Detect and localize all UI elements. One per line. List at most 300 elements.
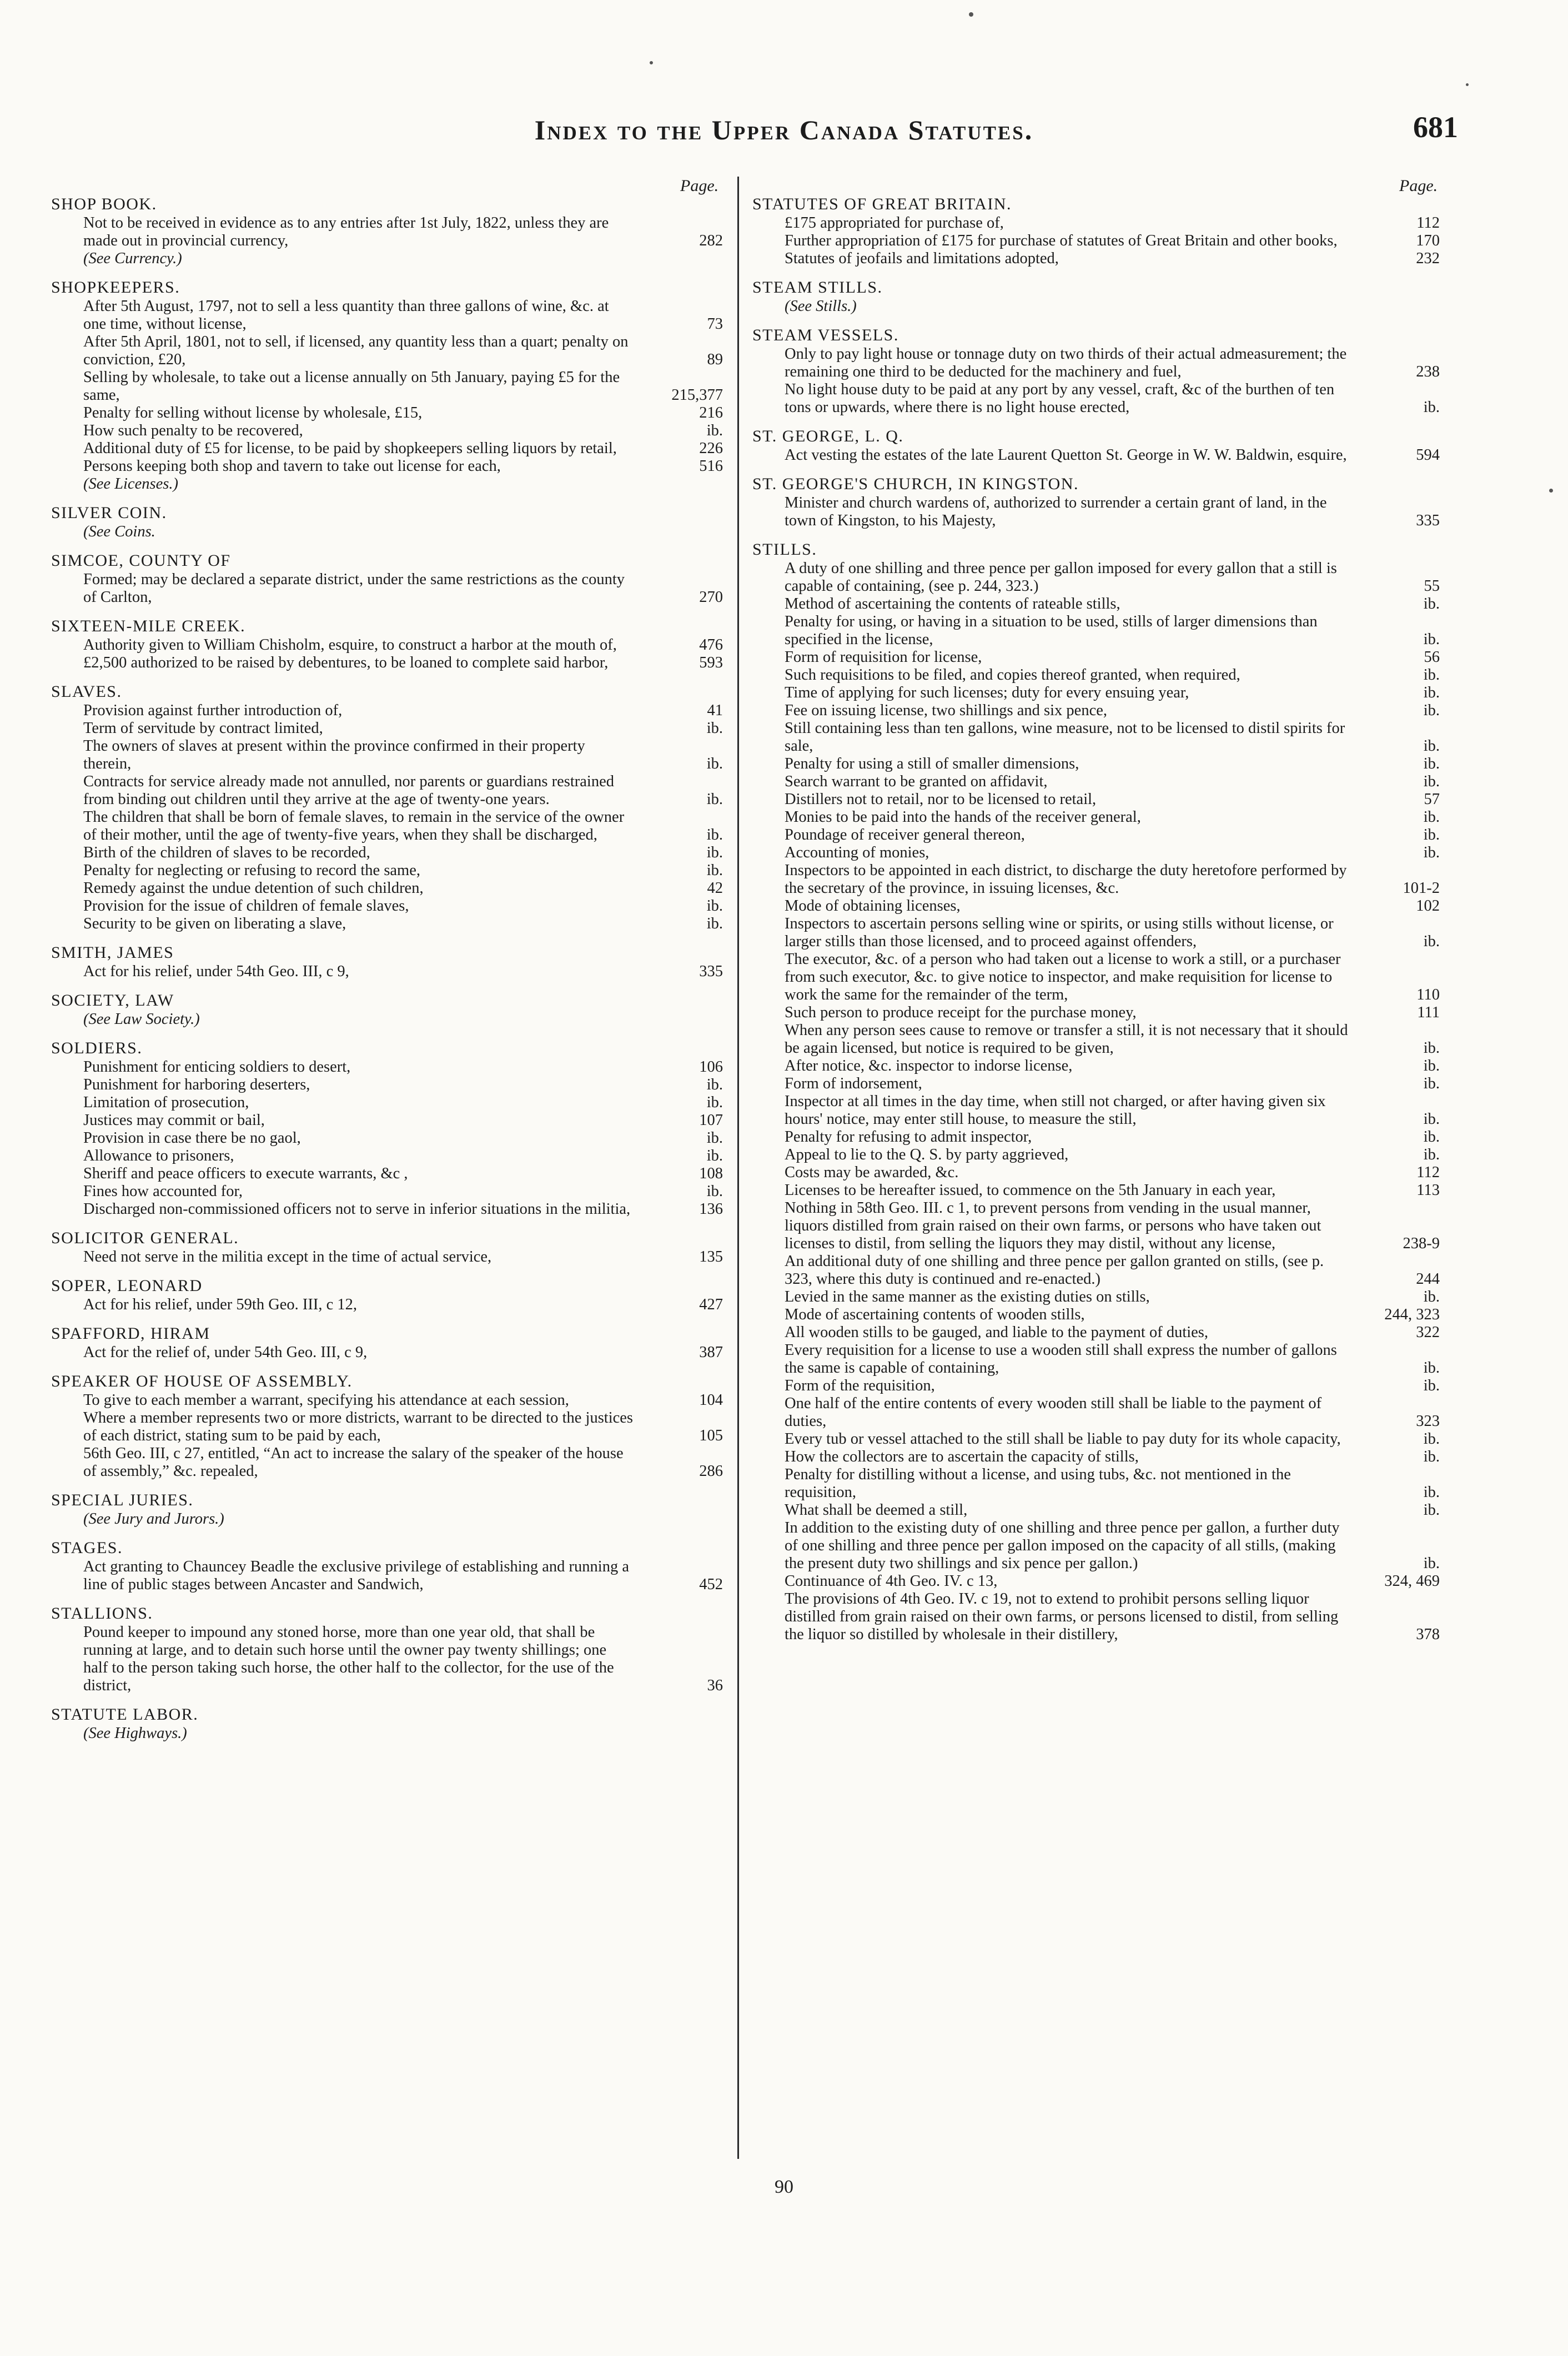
entry-line xyxy=(752,1075,1440,1093)
entry-page-ref: 55 xyxy=(1424,577,1440,595)
entry-line xyxy=(752,381,1440,416)
entry-page-ref: ib. xyxy=(1423,702,1440,719)
entry-page-ref: 57 xyxy=(1424,791,1440,808)
entry-page-ref: ib. xyxy=(1423,684,1440,701)
index-entry xyxy=(752,194,1440,268)
entry-line xyxy=(51,214,723,250)
entry-line xyxy=(51,404,723,422)
entry-heading: SOLICITOR GENERAL. xyxy=(51,1229,239,1247)
entry-heading: SOPER, LEONARD xyxy=(51,1277,203,1295)
entry-line xyxy=(752,214,1440,232)
entry-line xyxy=(752,595,1440,613)
entry-line xyxy=(752,915,1440,951)
entry-page-ref: 102 xyxy=(1416,897,1440,915)
entry-text: Search warrant to be granted on affidavit, xyxy=(785,773,1048,790)
see-reference: (See Jury and Jurors.) xyxy=(83,1510,224,1528)
entry-text: Authority given to William Chisholm, esquire, to construct a harbor at the mouth of, xyxy=(83,636,617,654)
entry-text: Term of servitude by contract limited, xyxy=(83,720,323,737)
entry-text: Still containing less than ten gallons, wine measure, not to be licensed to distil spirits for sale, xyxy=(785,720,1345,755)
entry-page-ref: ib. xyxy=(1423,933,1440,950)
entry-text: Limitation of prosecution, xyxy=(83,1094,249,1111)
entry-text: Inspector at all times in the day time, when still not charged, or after having given six hours' notice, may enter still house, to measure the still, xyxy=(785,1093,1326,1128)
entry-line xyxy=(51,862,723,880)
entry-line xyxy=(752,1004,1440,1022)
entry-page-ref: ib. xyxy=(706,826,723,843)
entry-line xyxy=(752,1448,1440,1466)
entry-line xyxy=(752,1324,1440,1342)
index-entry xyxy=(752,540,1440,1644)
index-entry xyxy=(51,616,723,672)
right-index-column xyxy=(752,194,1440,1654)
entry-line xyxy=(51,702,723,720)
entry-page-ref: 105 xyxy=(699,1427,723,1444)
entry-line xyxy=(752,844,1440,862)
entry-heading: STILLS. xyxy=(752,540,817,559)
entry-line xyxy=(51,1200,723,1218)
see-reference: (See Law Society.) xyxy=(83,1011,200,1028)
entry-line xyxy=(752,1466,1440,1501)
entry-text: The provisions of 4th Geo. IV. c 19, not to extend to prohibit persons selling liquor distilled from grain raised on their own farms, or persons licensed to distil, from selling the liquor so distilled by wholesale in their distillery, xyxy=(785,1590,1339,1643)
entry-text: Selling by wholesale, to take out a license annually on 5th January, paying £5 for the same, xyxy=(83,369,620,404)
entry-heading: SIMCOE, COUNTY OF xyxy=(51,551,231,570)
entry-line xyxy=(51,1558,723,1594)
entry-page-ref: 427 xyxy=(699,1296,723,1313)
entry-line xyxy=(51,1392,723,1409)
entry-page-ref: 136 xyxy=(699,1200,723,1218)
entry-line xyxy=(752,1128,1440,1146)
index-entry xyxy=(51,991,723,1028)
entry-line xyxy=(51,808,723,844)
entry-page-ref: ib. xyxy=(1423,631,1440,648)
entry-text: Poundage of receiver general thereon, xyxy=(785,826,1025,843)
entry-page-ref: 324, 469 xyxy=(1384,1573,1440,1590)
entry-line xyxy=(752,1590,1440,1644)
entry-text: Discharged non-commissioned officers not to serve in inferior situations in the militia, xyxy=(83,1200,631,1218)
entry-page-ref: 244, 323 xyxy=(1384,1306,1440,1323)
entry-page-ref: 112 xyxy=(1416,1164,1440,1181)
entry-text: £175 appropriated for purchase of, xyxy=(785,214,1004,232)
entry-page-ref: ib. xyxy=(706,915,723,932)
index-entry xyxy=(51,194,723,268)
index-entry xyxy=(752,474,1440,530)
entry-line xyxy=(752,345,1440,381)
entry-text: After 5th April, 1801, not to sell, if licensed, any quantity less than a quart; penalty on conviction, £20, xyxy=(83,333,629,368)
entry-text: How such penalty to be recovered, xyxy=(83,422,303,439)
entry-line xyxy=(752,1164,1440,1182)
entry-line xyxy=(51,1165,723,1183)
entry-page-ref: ib. xyxy=(706,1094,723,1111)
entry-line xyxy=(51,1183,723,1200)
entry-page-ref: ib. xyxy=(706,422,723,439)
page-column-label-right: Page. xyxy=(1399,177,1438,195)
entry-text: Allowance to prisoners, xyxy=(83,1147,234,1164)
entry-page-ref: ib. xyxy=(1423,808,1440,826)
entry-text: Act vesting the estates of the late Laurent Quetton St. George in W. W. Baldwin, esquire, xyxy=(785,446,1347,464)
entry-line xyxy=(51,880,723,897)
entry-text: Time of applying for such licenses; duty for every ensuing year, xyxy=(785,684,1189,701)
entry-line xyxy=(752,862,1440,897)
entry-heading: SPAFFORD, HIRAM xyxy=(51,1324,210,1343)
entry-page-ref: 452 xyxy=(699,1576,723,1593)
entry-line xyxy=(51,915,723,933)
entry-heading: SMITH, JAMES xyxy=(51,943,174,962)
scan-speck xyxy=(650,61,653,64)
entry-line xyxy=(752,1146,1440,1164)
entry-line xyxy=(51,422,723,440)
entry-page-ref: ib. xyxy=(706,1076,723,1093)
entry-line xyxy=(51,1094,723,1112)
entry-page-ref: ib. xyxy=(1423,773,1440,790)
index-entry xyxy=(51,1705,723,1742)
entry-line xyxy=(752,232,1440,250)
entry-line xyxy=(752,446,1440,464)
entry-text: Such requisitions to be filed, and copies thereof granted, when required, xyxy=(785,666,1240,684)
entry-text: To give to each member a warrant, specifying his attendance at each session, xyxy=(83,1392,569,1409)
entry-text: After 5th August, 1797, not to sell a less quantity than three gallons of wine, &c. at one time, without license, xyxy=(83,298,609,333)
entry-page-ref: ib. xyxy=(706,755,723,772)
entry-line xyxy=(51,369,723,404)
entry-page-ref: 104 xyxy=(699,1392,723,1409)
entry-page-ref: 215,377 xyxy=(671,386,723,404)
entry-page-ref: ib. xyxy=(1423,1057,1440,1074)
entry-text: Provision for the issue of children of female slaves, xyxy=(83,897,409,915)
index-entry xyxy=(51,1604,723,1695)
entry-heading: SLAVES. xyxy=(51,682,122,701)
entry-text: Levied in the same manner as the existing duties on stills, xyxy=(785,1288,1150,1305)
entry-line xyxy=(752,560,1440,595)
page-column-label-left: Page. xyxy=(680,177,719,195)
entry-page-ref: 286 xyxy=(699,1463,723,1480)
entry-page-ref: 335 xyxy=(1416,512,1440,529)
entry-line xyxy=(51,440,723,458)
entry-line xyxy=(752,649,1440,666)
entry-heading: STEAM VESSELS. xyxy=(752,326,899,344)
entry-page-ref: ib. xyxy=(1423,1430,1440,1448)
footer-page-number: 90 xyxy=(775,2177,793,2197)
entry-page-ref: 238 xyxy=(1416,363,1440,380)
entry-line xyxy=(51,458,723,475)
entry-page-ref: ib. xyxy=(1423,1128,1440,1146)
entry-text: Penalty for distilling without a license, and using tubs, &c. not mentioned in the requisition, xyxy=(785,1466,1291,1501)
entry-line xyxy=(752,897,1440,915)
entry-line xyxy=(752,613,1440,649)
entry-page-ref: 113 xyxy=(1416,1182,1440,1199)
entry-text: Penalty for using, or having in a situation to be used, stills of larger dimensions than specified in the license, xyxy=(785,613,1318,648)
entry-page-ref: ib. xyxy=(1423,826,1440,843)
entry-text: £2,500 authorized to be raised by debentures, to be loaned to complete said harbor, xyxy=(83,654,609,671)
entry-text: Punishment for harboring deserters, xyxy=(83,1076,310,1093)
entry-line xyxy=(51,298,723,333)
entry-page-ref: ib. xyxy=(1423,1359,1440,1377)
entry-line xyxy=(51,844,723,862)
entry-line xyxy=(752,1022,1440,1057)
entry-page-ref: 387 xyxy=(699,1344,723,1361)
entry-text: Licenses to be hereafter issued, to commence on the 5th January in each year, xyxy=(785,1182,1276,1199)
entry-page-ref: 101-2 xyxy=(1403,880,1440,897)
entry-text: Penalty for selling without license by wholesale, £15, xyxy=(83,404,423,421)
entry-line xyxy=(51,333,723,369)
entry-page-ref: ib. xyxy=(1423,1111,1440,1128)
entry-page-ref: 36 xyxy=(707,1677,723,1694)
entry-text: Nothing in 58th Geo. III. c 1, to prevent persons from vending in the usual manner, liquors distilled from grain raised on their own farms, or persons who have taken out licenses to distil, from selling the liquors they may distil, without any license, xyxy=(785,1199,1321,1252)
entry-page-ref: 108 xyxy=(699,1165,723,1182)
entry-line xyxy=(752,250,1440,268)
entry-page-ref: ib. xyxy=(1423,737,1440,755)
entry-page-ref: 244 xyxy=(1416,1270,1440,1288)
entry-page-ref: 106 xyxy=(699,1058,723,1076)
entry-page-ref: 516 xyxy=(699,458,723,475)
entry-text: Need not serve in the militia except in the time of actual service, xyxy=(83,1248,492,1265)
entry-page-ref: ib. xyxy=(1423,1288,1440,1305)
entry-page-ref: ib. xyxy=(706,897,723,915)
index-entry xyxy=(752,278,1440,315)
entry-page-ref: ib. xyxy=(1423,1501,1440,1519)
entry-page-ref: 335 xyxy=(699,963,723,980)
entry-text: In addition to the existing duty of one shilling and three pence per gallon, a further duty of one shilling and three pence per gallon imposed on the capacity of all stills, (making the present duty two shillings and six pence per gallon.) xyxy=(785,1519,1340,1572)
entry-text: Act for his relief, under 54th Geo. III, c 9, xyxy=(83,963,349,980)
index-entry xyxy=(752,426,1440,464)
entry-line xyxy=(752,1430,1440,1448)
entry-line xyxy=(752,720,1440,755)
see-reference: (See Stills.) xyxy=(785,298,857,315)
running-header-title: Index to the Upper Canada Statutes. xyxy=(534,114,1034,145)
entry-line xyxy=(51,737,723,773)
entry-heading: SPEAKER OF HOUSE OF ASSEMBLY. xyxy=(51,1372,353,1390)
entry-page-ref: 378 xyxy=(1416,1626,1440,1643)
entry-page-ref: 232 xyxy=(1416,250,1440,267)
entry-line xyxy=(752,1199,1440,1253)
entry-text: A duty of one shilling and three pence per gallon imposed for every gallon that a still is capable of containing, (see p. 244, 323.) xyxy=(785,560,1337,595)
entry-line xyxy=(752,1182,1440,1199)
entry-text: Form of indorsement, xyxy=(785,1075,922,1092)
left-index-column xyxy=(51,194,723,1752)
entry-heading: ST. GEORGE, L. Q. xyxy=(752,427,904,445)
entry-line xyxy=(51,1296,723,1314)
entry-page-ref: 73 xyxy=(707,315,723,333)
entry-line xyxy=(51,636,723,654)
entry-text: Every tub or vessel attached to the still shall be liable to pay duty for its whole capacity, xyxy=(785,1430,1341,1448)
entry-text: Sheriff and peace officers to execute warrants, &c , xyxy=(83,1165,408,1182)
entry-line xyxy=(51,654,723,672)
entry-heading: SPECIAL JURIES. xyxy=(51,1491,194,1509)
entry-text: Mode of ascertaining contents of wooden stills, xyxy=(785,1306,1085,1323)
entry-page-ref: ib. xyxy=(1423,1146,1440,1163)
entry-text: Form of the requisition, xyxy=(785,1377,935,1394)
entry-text: Penalty for refusing to admit inspector, xyxy=(785,1128,1032,1146)
entry-page-ref: 216 xyxy=(699,404,723,421)
entry-page-ref: 476 xyxy=(699,636,723,654)
column-divider xyxy=(737,177,739,2159)
index-entry xyxy=(51,1324,723,1362)
entry-line xyxy=(752,1288,1440,1306)
entry-page-ref: 42 xyxy=(707,880,723,897)
index-entry xyxy=(51,503,723,541)
entry-heading: SIXTEEN-MILE CREEK. xyxy=(51,617,246,635)
entry-page-ref: 270 xyxy=(699,589,723,606)
see-reference: (See Currency.) xyxy=(83,250,182,267)
entry-line xyxy=(51,1058,723,1076)
entry-page-ref: ib. xyxy=(1423,595,1440,612)
entry-text: Such person to produce receipt for the purchase money, xyxy=(785,1004,1137,1021)
entry-line xyxy=(752,951,1440,1004)
entry-line xyxy=(752,755,1440,773)
entry-line xyxy=(752,791,1440,808)
entry-text: Every requisition for a license to use a wooden still shall express the number of gallons the same is capable of containing, xyxy=(785,1342,1337,1377)
index-entry xyxy=(51,1538,723,1594)
entry-page-ref: ib. xyxy=(1423,844,1440,861)
entry-page-ref: 56 xyxy=(1424,649,1440,666)
entry-line xyxy=(51,1248,723,1266)
entry-text: Fines how accounted for, xyxy=(83,1183,243,1200)
index-entry xyxy=(51,1276,723,1314)
entry-text: Pound keeper to impound any stoned horse, more than one year old, that shall be running at large, and to detain such horse until the owner pay twenty shillings; one half to the person taking such horse, the other half to the collector, for the use of the district, xyxy=(83,1624,614,1694)
entry-line xyxy=(51,1344,723,1362)
entry-page-ref: ib. xyxy=(1423,1448,1440,1465)
entry-text: Act for his relief, under 59th Geo. III, c 12, xyxy=(83,1296,358,1313)
entry-text: Not to be received in evidence as to any entries after 1st July, 1822, unless they are made out in provincial currency, xyxy=(83,214,609,249)
entry-text: Justices may commit or bail, xyxy=(83,1112,265,1129)
entry-line xyxy=(752,1519,1440,1573)
entry-line xyxy=(51,1445,723,1480)
entry-line xyxy=(752,666,1440,684)
index-entry xyxy=(752,325,1440,416)
entry-text: Contracts for service already made not annulled, nor parents or guardians restrained from binding out children until they arrive at the age of twenty-one years. xyxy=(83,773,614,808)
entry-page-ref: ib. xyxy=(1423,1377,1440,1394)
entry-text: Costs may be awarded, &c. xyxy=(785,1164,959,1181)
scan-speck xyxy=(1549,489,1553,493)
entry-line xyxy=(752,1057,1440,1075)
entry-page-ref: 322 xyxy=(1416,1324,1440,1341)
entry-text: Persons keeping both shop and tavern to take out license for each, xyxy=(83,458,501,475)
scan-speck xyxy=(969,12,973,17)
entry-line xyxy=(752,1395,1440,1430)
entry-page-ref: ib. xyxy=(706,720,723,737)
entry-text: Birth of the children of slaves to be recorded, xyxy=(83,844,370,861)
entry-page-ref: ib. xyxy=(706,844,723,861)
index-entry xyxy=(51,682,723,933)
entry-page-ref: 110 xyxy=(1416,986,1440,1003)
entry-page-ref: ib. xyxy=(1423,1075,1440,1092)
entry-text: Method of ascertaining the contents of rateable stills, xyxy=(785,595,1120,612)
entry-line xyxy=(752,1342,1440,1377)
entry-line xyxy=(752,808,1440,826)
entry-page-ref: 112 xyxy=(1416,214,1440,232)
entry-page-ref: ib. xyxy=(706,1183,723,1200)
entry-text: Punishment for enticing soldiers to desert, xyxy=(83,1058,351,1076)
entry-text: Mode of obtaining licenses, xyxy=(785,897,961,915)
entry-line xyxy=(51,963,723,981)
entry-text: Provision in case there be no gaol, xyxy=(83,1129,301,1147)
entry-line xyxy=(752,684,1440,702)
entry-page-ref: ib. xyxy=(1423,666,1440,684)
entry-line xyxy=(752,1306,1440,1324)
entry-page-ref: 593 xyxy=(699,654,723,671)
entry-heading: SHOPKEEPERS. xyxy=(51,278,180,297)
entry-heading: SOCIETY, LAW xyxy=(51,991,174,1009)
entry-text: Continuance of 4th Geo. IV. c 13, xyxy=(785,1573,998,1590)
index-entry xyxy=(51,1490,723,1528)
entry-page-ref: 41 xyxy=(707,702,723,719)
entry-line xyxy=(51,773,723,808)
entry-text: Additional duty of £5 for license, to be paid by shopkeepers selling liquors by retail, xyxy=(83,440,617,457)
entry-text: Accounting of monies, xyxy=(785,844,929,861)
entry-page-ref: ib. xyxy=(706,1129,723,1147)
entry-line xyxy=(51,720,723,737)
entry-text: The executor, &c. of a person who had taken out a license to work a still, or a purchaser from such executor, &c. to give notice to inspector, and make requisition for license to work the same for the remainder of the term, xyxy=(785,951,1341,1003)
see-reference: (See Licenses.) xyxy=(83,475,178,493)
entry-line xyxy=(51,1409,723,1445)
entry-page-ref: 226 xyxy=(699,440,723,457)
entry-text: Fee on issuing license, two shillings and six pence, xyxy=(785,702,1108,719)
entry-page-ref: ib. xyxy=(1423,399,1440,416)
entry-text: Distillers not to retail, nor to be licensed to retail, xyxy=(785,791,1097,808)
entry-heading: SILVER COIN. xyxy=(51,504,167,522)
entry-text: An additional duty of one shilling and three pence per gallon granted on stills, (see p. 323, where this duty is continued and re-enacted.) xyxy=(785,1253,1324,1288)
page-number: 681 xyxy=(1413,110,1458,144)
entry-page-ref: ib. xyxy=(706,1147,723,1164)
entry-text: After notice, &c. inspector to indorse license, xyxy=(785,1057,1073,1074)
entry-line xyxy=(51,1129,723,1147)
entry-text: Penalty for using a still of smaller dimensions, xyxy=(785,755,1079,772)
entry-page-ref: ib. xyxy=(706,862,723,879)
entry-page-ref: ib. xyxy=(706,791,723,808)
entry-text: Inspectors to ascertain persons selling wine or spirits, or using stills without license, or larger stills than those licensed, and to proceed against offenders, xyxy=(785,915,1334,950)
entry-page-ref: 111 xyxy=(1417,1004,1440,1021)
entry-text: Statutes of jeofails and limitations adopted, xyxy=(785,250,1059,267)
entry-text: Further appropriation of £175 for purchase of statutes of Great Britain and other books, xyxy=(785,232,1338,249)
entry-text: The owners of slaves at present within the province confirmed in their property therein, xyxy=(83,737,585,772)
entry-line xyxy=(752,1501,1440,1519)
entry-page-ref: ib. xyxy=(1423,1555,1440,1572)
entry-text: 56th Geo. III, c 27, entitled, “An act to increase the salary of the speaker of the house of assembly,” &c. repealed, xyxy=(83,1445,624,1480)
entry-line xyxy=(51,571,723,606)
entry-line xyxy=(51,1147,723,1165)
index-entry xyxy=(51,1228,723,1266)
index-entry xyxy=(51,1372,723,1480)
entry-heading: SHOP BOOK. xyxy=(51,195,157,213)
entry-text: Inspectors to be appointed in each district, to discharge the duty heretofore performed by the secretary of the province, in issuing licenses, &c. xyxy=(785,862,1347,897)
entry-heading: SOLDIERS. xyxy=(51,1039,143,1057)
entry-text: Act for the relief of, under 54th Geo. III, c 9, xyxy=(83,1344,368,1361)
entry-text: Penalty for neglecting or refusing to record the same, xyxy=(83,862,421,879)
entry-page-ref: ib. xyxy=(1423,1484,1440,1501)
index-entry xyxy=(51,1038,723,1218)
entry-text: No light house duty to be paid at any port by any vessel, craft, &c of the burthen of ten tons or upwards, where there is no light house erected, xyxy=(785,381,1335,416)
entry-heading: STAGES. xyxy=(51,1539,123,1557)
index-entry xyxy=(51,943,723,981)
entry-text: Appeal to lie to the Q. S. by party aggrieved, xyxy=(785,1146,1069,1163)
entry-line xyxy=(51,1624,723,1695)
entry-text: One half of the entire contents of every wooden still shall be liable to the payment of duties, xyxy=(785,1395,1322,1430)
entry-line xyxy=(752,773,1440,791)
entry-line xyxy=(752,494,1440,530)
entry-text: Where a member represents two or more districts, warrant to be directed to the justices of each district, stating sum to be paid by each, xyxy=(83,1409,634,1444)
entry-heading: STATUTES OF GREAT BRITAIN. xyxy=(752,195,1012,213)
entry-page-ref: 135 xyxy=(699,1248,723,1265)
entry-text: Security to be given on liberating a slave, xyxy=(83,915,346,932)
entry-heading: STATUTE LABOR. xyxy=(51,1705,199,1724)
entry-heading: ST. GEORGE'S CHURCH, IN KINGSTON. xyxy=(752,475,1079,493)
entry-line xyxy=(51,1076,723,1094)
entry-text: Act granting to Chauncey Beadle the exclusive privilege of establishing and running a line of public stages between Ancaster and Sandwich, xyxy=(83,1558,629,1593)
entry-heading: STALLIONS. xyxy=(51,1604,153,1622)
index-entry xyxy=(51,278,723,493)
entry-line xyxy=(752,1377,1440,1395)
entry-text: What shall be deemed a still, xyxy=(785,1501,968,1519)
entry-page-ref: ib. xyxy=(1423,755,1440,772)
entry-line xyxy=(752,826,1440,844)
entry-page-ref: 107 xyxy=(699,1112,723,1129)
